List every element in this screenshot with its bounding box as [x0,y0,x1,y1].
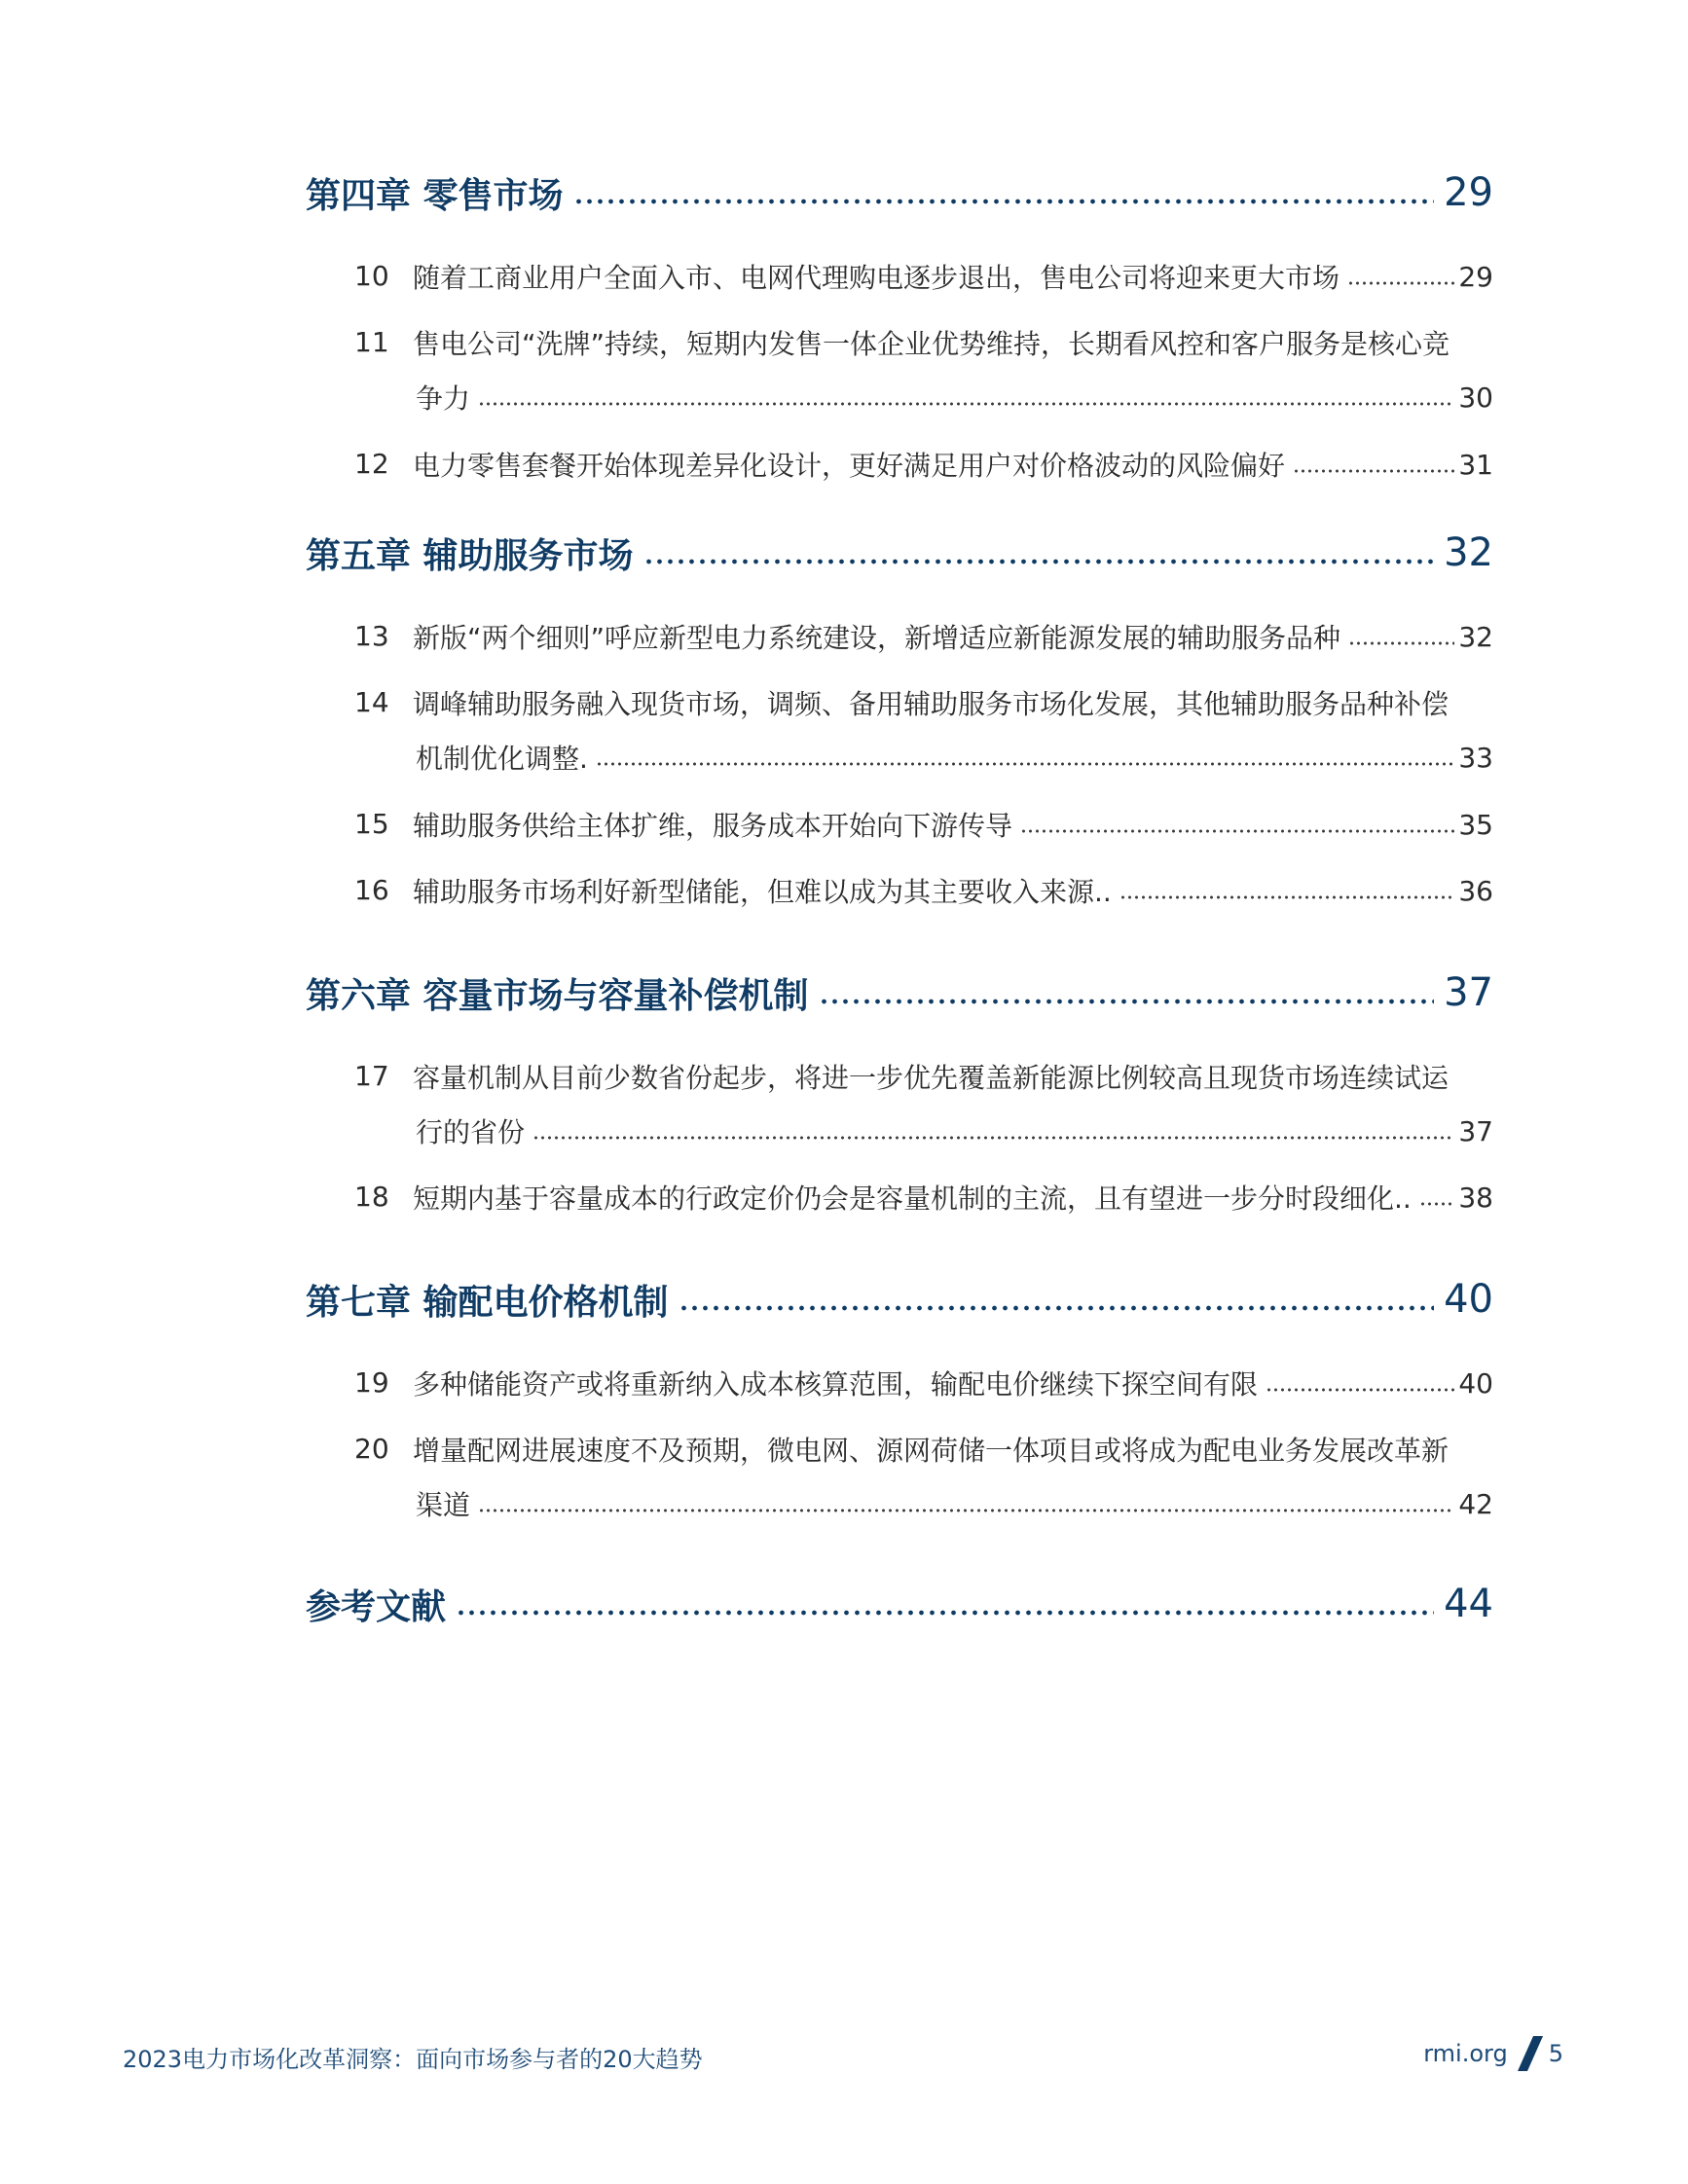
dot-leader [819,998,1435,1005]
toc-chapter-4[interactable] [306,164,1493,222]
item-title: 辅助服务供给主体扩维，服务成本开始向下游传导 [413,810,1013,842]
chapter-page-number: 37 [1444,970,1493,1015]
chapter-page-number: 40 [1444,1277,1493,1322]
item-title: 调峰辅助服务融入现货市场，调频、备用辅助服务市场化发展，其他辅助服务品种补偿 [413,688,1449,720]
item-title: 售电公司“洗牌”持续，短期内发售一体企业优势维持，长期看风控和客户服务是核心竞 [413,328,1450,360]
dot-leader [456,1609,1434,1617]
toc-references[interactable] [306,1575,1493,1633]
item-title: 新版“两个细则”呼应新型电力系统建设，新增适应新能源发展的辅助服务品种 [413,622,1341,654]
item-number: 16 [354,874,389,906]
item-title: 辅助服务市场利好新型储能，但难以成为其主要收入来源.. [413,876,1112,908]
dot-leader [1419,1201,1455,1207]
slash-divider-icon [1518,2036,1543,2071]
item-page-number: 37 [1458,1114,1493,1147]
chapter-title: 第七章 输配电价格机制 [306,1282,669,1323]
item-number: 18 [354,1181,389,1213]
site-link[interactable]: rmi.org [1423,2040,1508,2067]
item-number: 19 [354,1366,389,1399]
chapter-page-number: 32 [1444,530,1493,575]
toc-chapter-6[interactable] [306,964,1493,1022]
dot-leader [573,198,1435,205]
item-page-number: 30 [1458,381,1493,414]
chapter-page-number: 29 [1444,170,1493,215]
page-number: 5 [1548,2040,1563,2067]
footer-report-title: 2023电力市场化改革洞察：面向市场参与者的20大趋势 [123,2046,703,2073]
item-number: 10 [354,260,389,292]
item-number: 14 [354,686,389,718]
chapter-title: 参考文献 [306,1586,447,1627]
item-title: 多种储能资产或将重新纳入成本核算范围，输配电价继续下探空间有限 [413,1368,1259,1401]
item-number: 12 [354,448,389,480]
item-page-number: 29 [1458,260,1493,293]
item-title: 容量机制从目前少数省份起步，将进一步优先覆盖新能源比例较高且现货市场连续试运 [413,1062,1449,1094]
item-page-number: 42 [1458,1487,1493,1520]
toc-chapter-7[interactable] [306,1270,1493,1329]
item-number: 20 [354,1433,389,1465]
dot-leader [1119,894,1455,900]
item-page-number: 31 [1458,448,1493,481]
dot-leader [1347,280,1454,286]
dot-leader [1293,468,1454,474]
footer-site [1423,2036,1563,2071]
dot-leader [478,1508,1454,1513]
chapter-title: 第五章 辅助服务市场 [306,535,634,576]
item-title-continued: 争力 [416,382,471,415]
item-page-number: 38 [1458,1181,1493,1214]
dot-leader [679,1304,1435,1312]
dot-leader [532,1135,1454,1141]
item-title: 随着工商业用户全面入市、电网代理购电逐步退出，售电公司将迎来更大市场 [413,262,1340,294]
dot-leader [1348,640,1454,646]
item-page-number: 36 [1458,874,1493,907]
dot-leader [596,761,1454,767]
item-number: 11 [354,326,389,358]
item-number: 17 [354,1060,389,1092]
item-number: 15 [354,808,389,840]
item-page-number: 32 [1458,620,1493,653]
item-title: 增量配网进展速度不及预期，微电网、源网荷储一体项目或将成为配电业务发展改革新 [413,1435,1449,1467]
chapter-title: 第六章 容量市场与容量补偿机制 [306,975,809,1016]
chapter-page-number: 44 [1444,1582,1493,1626]
dot-leader [478,401,1454,407]
item-title-continued: 机制优化调整. [416,743,588,775]
item-number: 13 [354,620,389,652]
dot-leader [643,558,1435,565]
item-title-continued: 行的省份 [416,1116,526,1148]
item-title: 电力零售套餐开始体现差异化设计，更好满足用户对价格波动的风险偏好 [413,450,1286,482]
item-page-number: 33 [1458,741,1493,774]
item-page-number: 35 [1458,808,1493,841]
chapter-title: 第四章 零售市场 [306,175,564,216]
toc-chapter-5[interactable] [306,524,1493,582]
dot-leader [1020,828,1454,834]
item-page-number: 40 [1458,1366,1493,1400]
item-title: 短期内基于容量成本的行政定价仍会是容量机制的主流，且有望进一步分时段细化.. [413,1183,1412,1215]
item-title-continued: 渠道 [416,1489,471,1521]
dot-leader [1266,1387,1454,1393]
